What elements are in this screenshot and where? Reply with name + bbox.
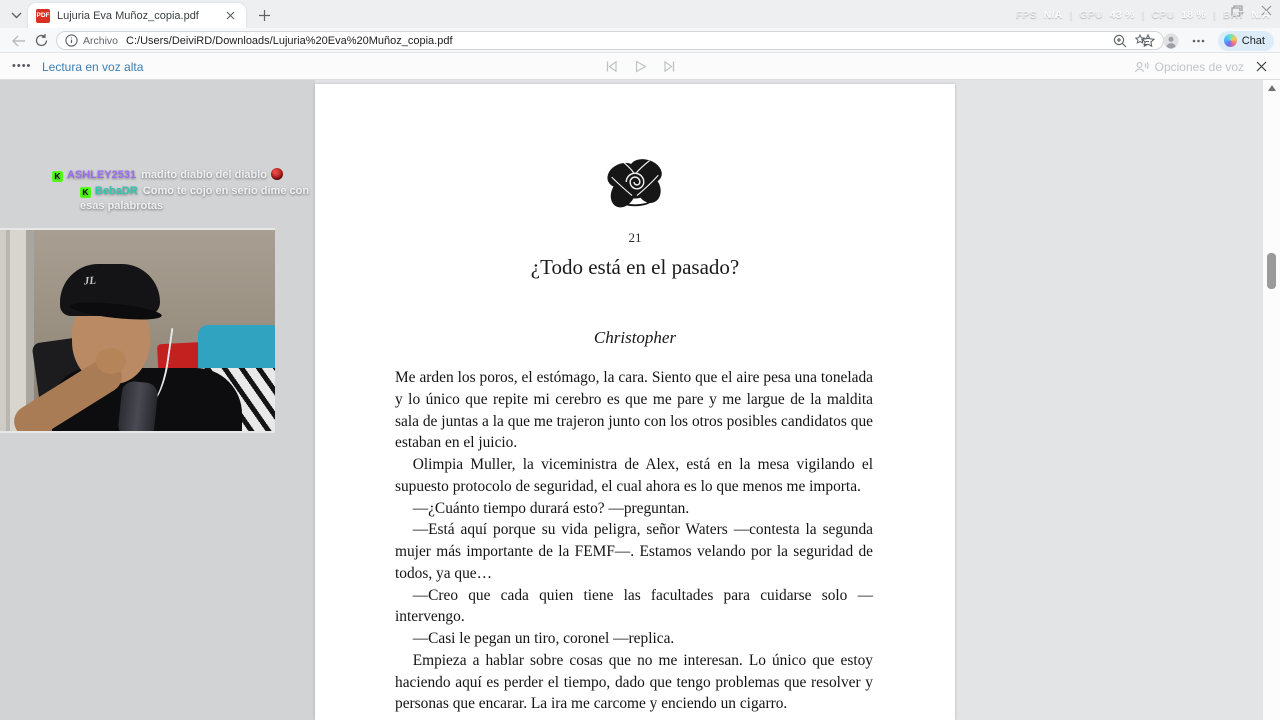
address-bar bbox=[0, 28, 1280, 53]
play-icon[interactable] bbox=[632, 58, 648, 74]
info-icon[interactable] bbox=[65, 34, 78, 47]
pdf-paragraph: Me arden los poros, el estómago, la cara. Siento que el aire pesa una tonelada y lo único que repite mi cerebro es que me pare y me largue de la maldita sala de juntas a la que me trajeron junto con los otros posibles candidatos que estaban en el juicio. bbox=[395, 369, 873, 452]
voice-options-label: Opciones de voz bbox=[1154, 59, 1244, 74]
pdf-paragraph: —Creo que cada quien tiene las facultades para cuidarse solo — intervengo. bbox=[395, 586, 873, 626]
streamer-hand bbox=[96, 348, 126, 374]
kick-badge-icon: K bbox=[52, 171, 63, 182]
read-aloud-close-icon[interactable] bbox=[1253, 58, 1270, 75]
pdf-paragraph: Empieza a hablar sobre cosas que no me interesan. Lo único que estoy haciendo aquí es perder el tiempo, dado que tengo problemas que resolver y personas que encarar. La ira me carcome y enciendo un cigarro. bbox=[395, 651, 873, 713]
settings-dots-icon[interactable] bbox=[1192, 39, 1205, 43]
bat-label: BAT bbox=[1222, 9, 1245, 21]
chat-message bbox=[52, 184, 320, 214]
chat-message bbox=[52, 168, 320, 183]
cpu-label: CPU bbox=[1151, 9, 1175, 21]
bat-value: N/A bbox=[1251, 9, 1270, 21]
rose-ornament bbox=[602, 151, 668, 213]
pdf-paragraph: —Está aquí porque su vida peligra, señor Waters —contesta la segunda mujer más importante de la FEMF—. Estamos velando por la seguridad de todos, ya que… bbox=[395, 521, 873, 582]
zoom-icon[interactable] bbox=[1113, 34, 1127, 48]
playback-controls bbox=[603, 58, 677, 74]
chat-username: ASHLEY2531 bbox=[67, 169, 137, 181]
cap-logo: JL bbox=[83, 274, 97, 288]
url-text[interactable]: C:/Users/DeiviRD/Downloads/Lujuria%20Eva%20Muñoz_copia.pdf bbox=[126, 34, 453, 47]
window-restore-icon[interactable] bbox=[1231, 5, 1243, 17]
chat-text: Como te cojo en serio dime con esas palabrotas bbox=[80, 185, 310, 212]
tab-search-chevron-icon[interactable] bbox=[6, 7, 26, 23]
chat-text: madito diablo del diablo bbox=[141, 169, 267, 181]
stream-chat-overlay bbox=[52, 168, 320, 215]
new-tab-button[interactable] bbox=[254, 6, 274, 24]
tab-close-icon[interactable] bbox=[222, 8, 238, 24]
window-close-icon[interactable] bbox=[1261, 5, 1272, 17]
gpu-value: 43 % bbox=[1109, 9, 1135, 21]
page-body-text bbox=[395, 367, 873, 715]
pdf-paragraph: —¿Cuánto tiempo durará esto? —preguntan. bbox=[412, 499, 690, 517]
read-aloud-title: Lectura en voz alta bbox=[42, 60, 144, 74]
voice-options-button[interactable] bbox=[1134, 60, 1244, 74]
fps-value: N/A bbox=[1043, 9, 1063, 21]
url-field[interactable] bbox=[56, 31, 1164, 50]
toolbar-right bbox=[1135, 30, 1280, 51]
profile-avatar-icon[interactable] bbox=[1163, 33, 1179, 49]
previous-paragraph-icon[interactable] bbox=[603, 58, 619, 74]
scrollbar-thumb[interactable] bbox=[1267, 253, 1276, 289]
back-icon[interactable] bbox=[10, 32, 27, 49]
gpu-label: GPU bbox=[1079, 9, 1103, 21]
drag-handle-icon[interactable]: •••• bbox=[12, 60, 32, 72]
copilot-chat-button[interactable] bbox=[1218, 31, 1274, 51]
refresh-icon[interactable] bbox=[33, 32, 50, 49]
pdf-paragraph: —Casi le pegan un tiro, coronel —replica. bbox=[412, 630, 675, 647]
viewer-gutter-right bbox=[955, 80, 1262, 720]
tab-strip bbox=[0, 0, 1280, 28]
url-scheme-label: Archivo bbox=[83, 34, 119, 47]
tab-title: Lujuria Eva Muñoz_copia.pdf bbox=[57, 9, 199, 22]
chat-username: BebaDR bbox=[95, 185, 138, 197]
pdf-paragraph: Olimpia Muller, la viceministra de Alex, está en la mesa vigilando el supuesto protocolo de seguridad, el cual ahora es lo que menos me importa. bbox=[395, 456, 873, 495]
chapter-title: ¿Todo está en el pasado? bbox=[530, 255, 740, 279]
cpu-value: 18 % bbox=[1181, 9, 1206, 21]
scrollbar[interactable] bbox=[1262, 80, 1280, 720]
pdf-file-icon: PDF bbox=[36, 9, 50, 23]
performance-overlay: FPS N/A | GPU 43 % | CPU 18 % | BAT N/A bbox=[1015, 9, 1270, 21]
read-aloud-toolbar bbox=[0, 53, 1280, 80]
collections-icon[interactable] bbox=[1135, 34, 1150, 48]
window-controls[interactable] bbox=[1231, 5, 1272, 17]
copilot-icon bbox=[1224, 34, 1237, 47]
next-paragraph-icon[interactable] bbox=[661, 58, 677, 74]
fps-label: FPS bbox=[1015, 9, 1037, 21]
pov-name: Christopher bbox=[593, 328, 677, 347]
chat-button-label: Chat bbox=[1241, 34, 1265, 47]
pdf-page bbox=[315, 84, 955, 720]
voice-options-icon bbox=[1134, 60, 1149, 74]
kick-badge-icon: K bbox=[80, 187, 91, 198]
scroll-up-icon[interactable] bbox=[1267, 84, 1277, 94]
microphone bbox=[117, 380, 159, 433]
webcam-video bbox=[0, 228, 275, 433]
chapter-number: 21 bbox=[628, 230, 642, 245]
browser-tab[interactable] bbox=[28, 3, 246, 28]
red-angry-emote-icon bbox=[271, 168, 283, 180]
